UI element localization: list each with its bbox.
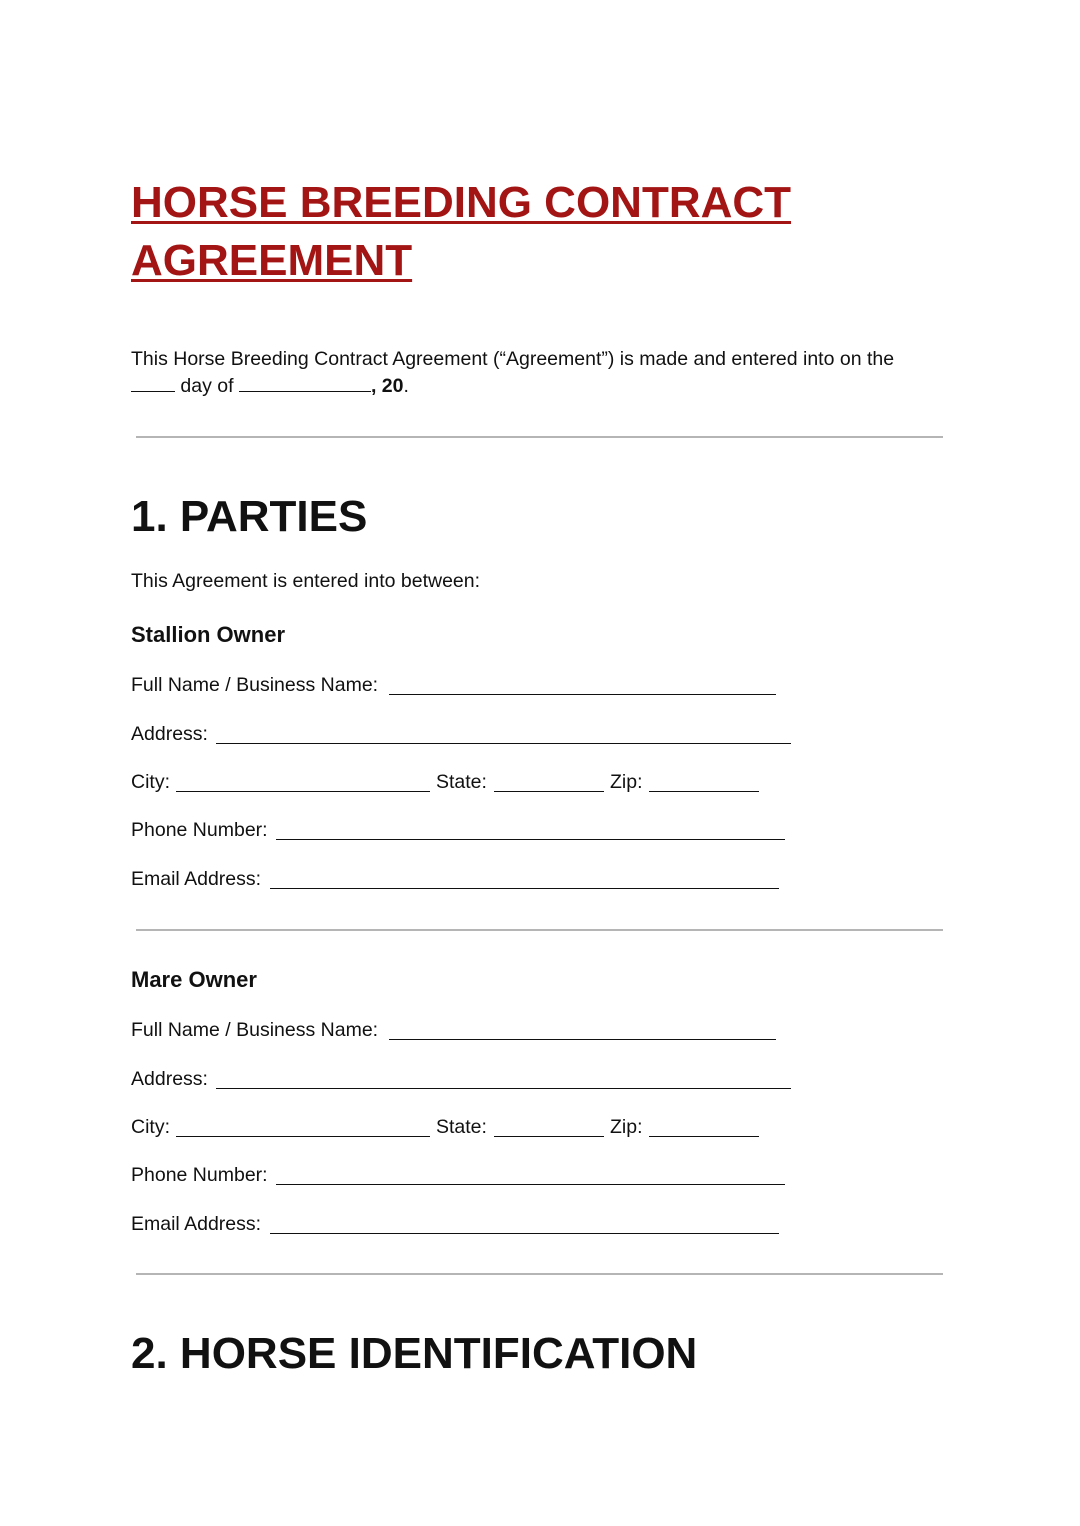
stallion-zip-blank[interactable] xyxy=(649,791,759,792)
stallion-address-label: Address: xyxy=(131,723,208,745)
stallion-phone-blank[interactable] xyxy=(276,839,785,840)
year-prefix: , 20 xyxy=(370,375,404,397)
mare-city-state-zip-row xyxy=(131,1114,771,1140)
stallion-phone-label: Phone Number: xyxy=(131,819,268,841)
section-1-intro: This Agreement is entered into between: xyxy=(131,570,481,592)
month-blank[interactable] xyxy=(239,373,371,392)
stallion-city-label: City: xyxy=(131,771,170,793)
mare-full-name-blank[interactable] xyxy=(389,1039,776,1040)
document-title xyxy=(131,174,911,290)
mare-address-label: Address: xyxy=(131,1068,208,1090)
divider xyxy=(136,929,943,931)
stallion-full-name-field xyxy=(131,672,791,698)
mare-city-label: City: xyxy=(131,1116,170,1138)
mare-city-blank[interactable] xyxy=(176,1136,430,1137)
mare-state-label: State: xyxy=(436,1116,487,1138)
mare-full-name-label: Full Name / Business Name: xyxy=(131,1019,379,1041)
stallion-city-state-zip-row xyxy=(131,769,771,795)
section-2-heading: 2. HORSE IDENTIFICATION xyxy=(131,1329,698,1378)
day-of-text: day of xyxy=(180,375,234,397)
mare-email-field xyxy=(131,1211,791,1237)
stallion-phone-field xyxy=(131,817,791,843)
intro-paragraph xyxy=(131,346,931,400)
mare-zip-blank[interactable] xyxy=(649,1136,759,1137)
divider xyxy=(136,436,943,438)
stallion-city-blank[interactable] xyxy=(176,791,430,792)
mare-state-blank[interactable] xyxy=(494,1136,604,1137)
mare-phone-field xyxy=(131,1162,791,1188)
mare-zip-label: Zip: xyxy=(610,1116,643,1138)
mare-phone-blank[interactable] xyxy=(276,1184,785,1185)
day-blank[interactable] xyxy=(131,373,175,392)
stallion-email-blank[interactable] xyxy=(270,888,779,889)
stallion-owner-heading: Stallion Owner xyxy=(131,622,286,647)
mare-full-name-field xyxy=(131,1017,791,1043)
stallion-email-field xyxy=(131,866,791,892)
mare-address-field xyxy=(131,1066,801,1092)
stallion-state-label: State: xyxy=(436,771,487,793)
stallion-zip-label: Zip: xyxy=(610,771,643,793)
mare-phone-label: Phone Number: xyxy=(131,1164,268,1186)
intro-period: . xyxy=(403,375,409,397)
stallion-address-blank[interactable] xyxy=(216,743,791,744)
stallion-full-name-label: Full Name / Business Name: xyxy=(131,674,379,696)
stallion-address-field xyxy=(131,721,801,747)
mare-owner-heading: Mare Owner xyxy=(131,967,257,992)
mare-address-blank[interactable] xyxy=(216,1088,791,1089)
divider xyxy=(136,1273,943,1275)
document-title-line-1: HORSE BREEDING CONTRACT xyxy=(131,178,792,227)
intro-text: This Horse Breeding Contract Agreement (“Agreement”) is made and entered into on the xyxy=(131,348,895,370)
stallion-state-blank[interactable] xyxy=(494,791,604,792)
mare-email-label: Email Address: xyxy=(131,1213,262,1235)
section-1-heading: 1. PARTIES xyxy=(131,492,368,541)
document-title-line-2: AGREEMENT xyxy=(131,236,413,285)
mare-email-blank[interactable] xyxy=(270,1233,779,1234)
stallion-email-label: Email Address: xyxy=(131,868,262,890)
stallion-full-name-blank[interactable] xyxy=(389,694,776,695)
